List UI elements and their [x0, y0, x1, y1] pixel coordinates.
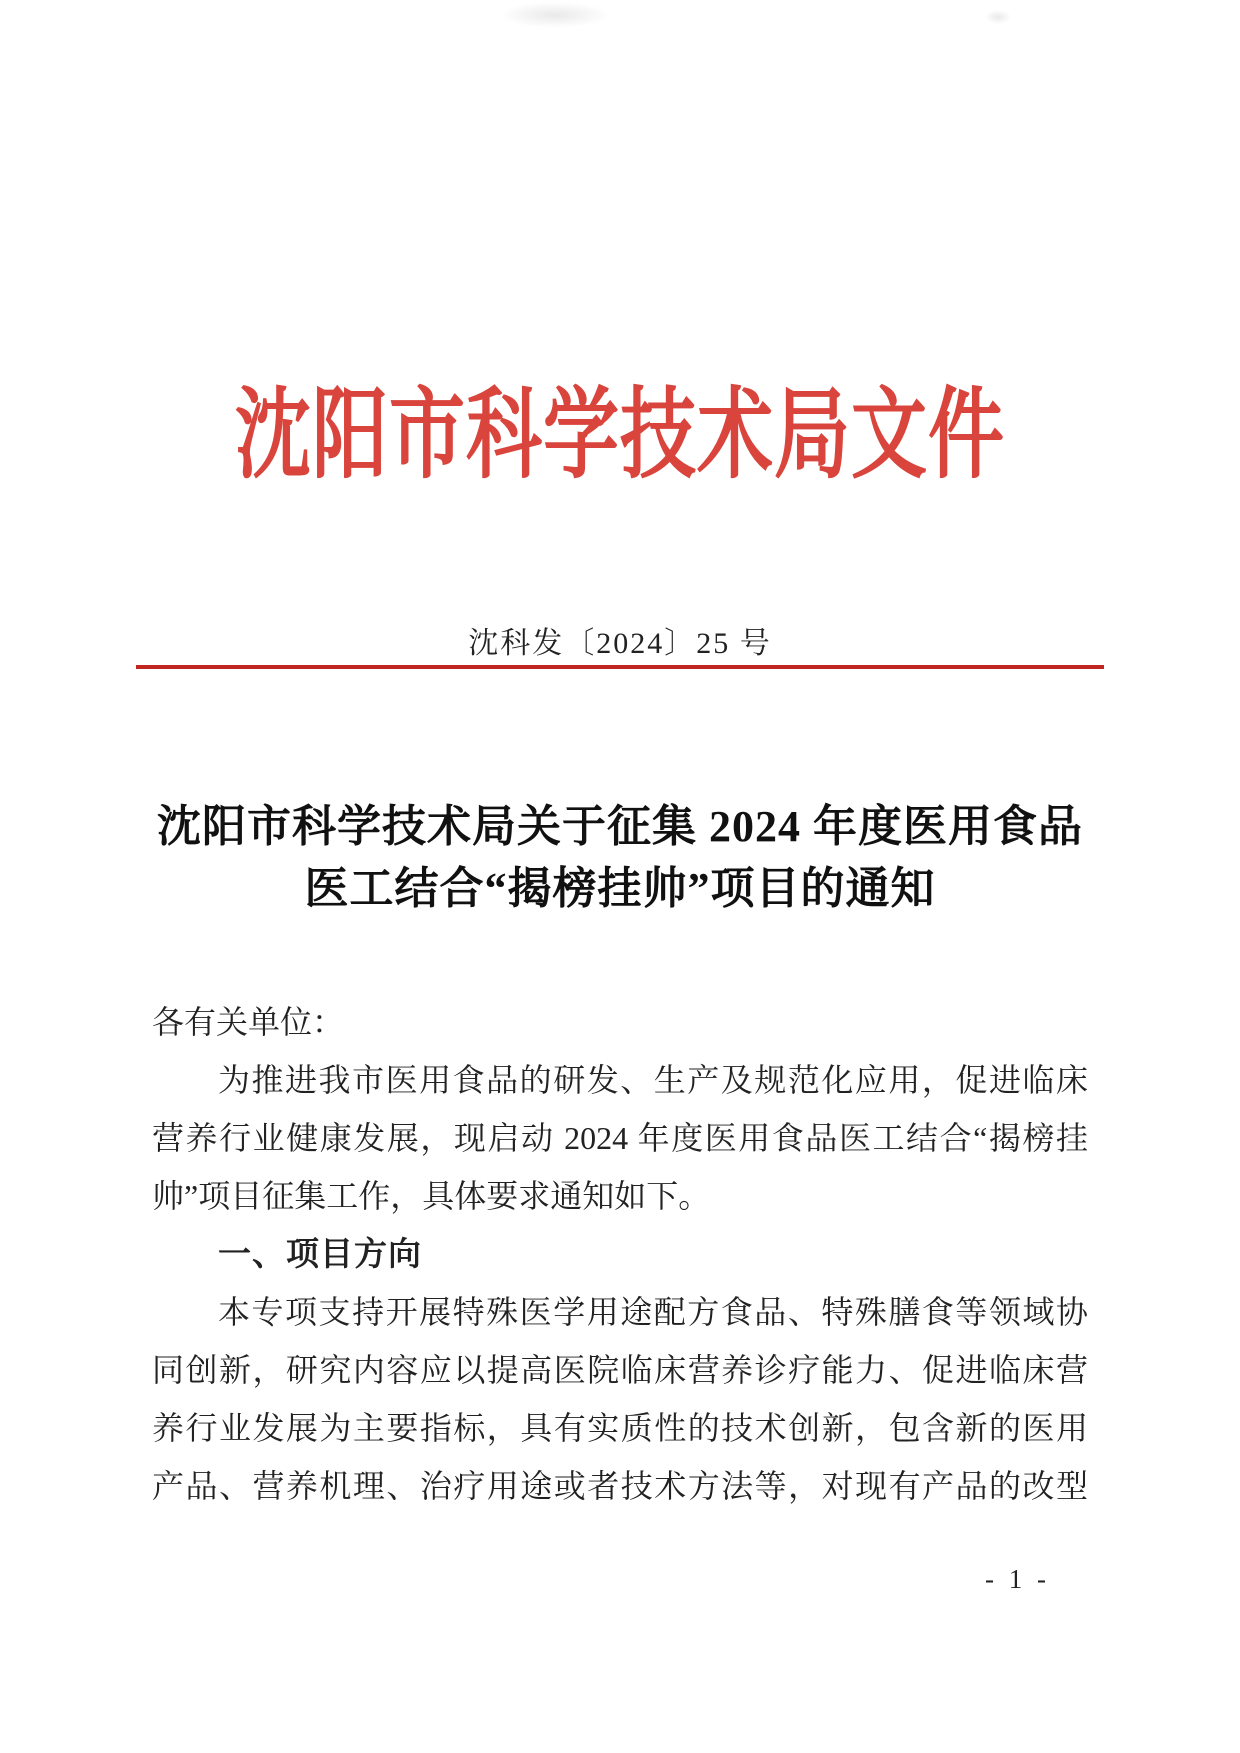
body-lines — [152, 1051, 1088, 1515]
page-number: - 1 - — [985, 1564, 1050, 1594]
document-title-line1: 沈阳市科学技术局关于征集 2024 年度医用食品 — [157, 802, 1083, 851]
document-title-line2: 医工结合“揭榜挂帅”项目的通知 — [304, 864, 936, 913]
document-reference-number: 沈科发〔2024〕25 号 — [468, 627, 772, 660]
scan-artifact — [500, 2, 610, 28]
scan-artifact — [985, 10, 1011, 24]
body-line: 本专项支持开展特殊医学用途配方食品、特殊膳食等领域协 — [218, 1294, 1088, 1330]
body-line: 产品、营养机理、治疗用途或者技术方法等，对现有产品的改型 — [152, 1468, 1088, 1504]
agency-header-title: 沈阳市科学技术局文件 — [235, 381, 1005, 491]
body-line: 同创新，研究内容应以提高医院临床营养诊疗能力、促进临床营 — [152, 1352, 1088, 1388]
body-line: 营养行业健康发展，现启动 2024 年度医用食品医工结合“揭榜挂 — [152, 1120, 1088, 1156]
section-heading: 一、项目方向 — [218, 1235, 422, 1272]
salutation: 各有关单位： — [152, 1004, 345, 1040]
red-divider-rule — [136, 665, 1104, 669]
document-body — [152, 993, 1088, 1515]
body-line: 养行业发展为主要指标，具有实质性的技术创新，包含新的医用 — [152, 1410, 1088, 1446]
body-line: 帅”项目征集工作，具体要求通知如下。 — [152, 1178, 711, 1214]
document-title — [70, 796, 1170, 920]
body-line: 为推进我市医用食品的研发、生产及规范化应用，促进临床 — [218, 1062, 1088, 1098]
